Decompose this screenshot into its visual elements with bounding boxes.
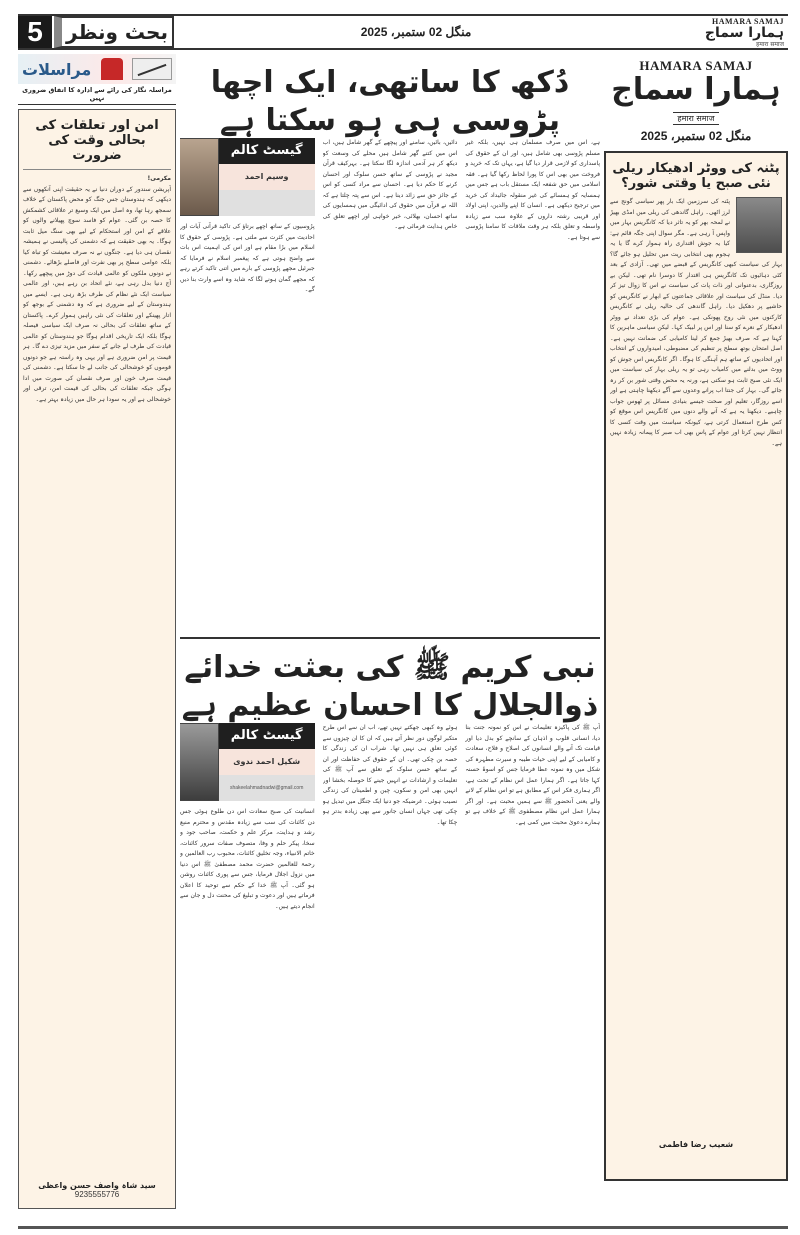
editorial-headline: پٹنہ کی ووٹر ادھیکار ریلی نئی صبح یا وقتی شور؟ — [612, 161, 780, 191]
editorial-body — [610, 197, 782, 1132]
article-body — [180, 723, 600, 1218]
masthead-ur: ہمارا سماج — [611, 72, 781, 107]
bottom-rule — [18, 1226, 788, 1229]
header-date: منگل 02 ستمبر، 2025 — [360, 25, 472, 39]
section-title: بحث ونظر — [54, 16, 174, 48]
guest-column-label: گیسٹ کالم — [219, 138, 315, 164]
letters-logo: مراسلات — [22, 59, 92, 79]
author-photo — [736, 197, 782, 253]
right-column — [604, 54, 788, 1226]
editorial-author: شعیب رضا فاطمی — [658, 1140, 734, 1149]
article-neighbor — [180, 54, 600, 639]
author-photo — [180, 723, 219, 801]
column-text: انسانیت کی صبح سعادت اس دن طلوع ہوئی جس دن کائنات کی سب سے زیادہ مقدس و محترم منبع رشد و ہدایت، مرکز علم و حکمت، صاحب جود و سخا، پیکر حلم و وفا، متصوف صفات سرور کائنات، خاتم الانبیاء، وجہ تخلیق کائنات، محبوب رب العالمین و رحمۃ للعالمین حضرت محمد مصطفیٰ ﷺ اس دنیا میں نزول اجلال فرمایا، جس سے پوری کائنات روشن ہو گئی۔ آپ ﷺ خدا کے حکم سے توحید کا اعلان فرماتے ہیں اور دعوت و تبلیغ کی محنت دل و جان سے انجام دیتے ہیں۔ — [180, 808, 315, 910]
letter-phone: 9235555776 — [74, 1190, 120, 1199]
masthead — [604, 54, 788, 143]
author-name: شکیل احمد ندوی — [219, 749, 315, 775]
letters-banner — [18, 54, 176, 84]
article-headline: دُکھ کا ساتھی، ایک اچھا پڑوسی ہی ہو سکتا ہے — [210, 65, 570, 138]
article-prophet — [180, 639, 600, 1224]
center-articles — [180, 54, 600, 1226]
editorial-box — [604, 151, 788, 1181]
envelope-pen-icon — [132, 58, 172, 80]
postbox-icon — [101, 58, 123, 80]
article-headline: نبی کریم ﷺ کی بعثت خدائے ذوالجلال کا احسان عظیم ہے — [181, 650, 599, 723]
article-column: ہوئے وہ کبھی جھکتے نہیں تھے، اب ان سے اس طرح متکبر لوگوں دور نظر آتے ہیں کہ ان کا ان چیزوں سے کوئی تعلق ہی نہیں تھا۔ شراب ان کی زندگی کا حصہ بن چکی تھی۔ ان کے حقوق کی حفاظت اور ان کے ساتھ حسن سلوک کے تعلق سے آپ ﷺ کی تعلیمات و ارشادات نے انہیں جینے کا حوصلہ بخشا اور انہیں بھی امن و سکون، چین و اطمینان کی زندگی نصیب ہوئی۔ غرضیکہ جو دنیا ایک جنگل میں تبدیل ہو چکی تھی جہاں انسان جانور سے بھی زیادہ بدتر ہو چکا تھا۔ — [322, 724, 458, 826]
masthead-small-en: HAMARA SAMAJ — [712, 16, 784, 26]
editorial-text: پٹنہ کی سرزمین ایک بار پھر سیاسی گونج سے لرز اٹھی۔ راہل گاندھی کی ریلی میں امڈی بھیڑ نے لمحہ بھر کو یہ تاثر دیا کہ کانگریس بہار میں واپس آ رہی ہے۔ مگر سوال اپنی جگہ قائم ہے: کیا یہ جوش اقتداری راہ ہموار کرے گا یا یہ ہجوم بھی انتخابی ریت میں تحلیل ہو جائے گا؟ بہار کی سیاست کبھی کانگریس کے قبضے میں تھی۔ آزادی کے بعد کئی دہائیوں تک کانگریس ہی اقتدار کا دوسرا نام تھی۔ لیکن بے روزگاری، بدعنوانی اور ذات پات کی سیاست نے اس کا زوال تیز کر دیا۔ منڈل کی سیاست اور علاقائی جماعتوں کے ابھار نے کانگریس کو حاشیے پر دھکیل دیا۔ راہل گاندھی کی حالیہ ریلی نے کانگریس کارکنوں میں نئی روح پھونکی ہے۔ عوام کی بڑی تعداد نے ووٹر ادھیکار کے نعرے کو سنا اور اس پر لبیک کہا۔ لیکن سیاسی ماہرین کا کہنا ہے کہ صرف بھیڑ جمع کر لینا کامیابی کی ضمانت نہیں ہے۔ اصل امتحان بوتھ سطح پر تنظیم کی مضبوطی، امیدواروں کے انتخاب اور اتحادیوں کے ساتھ ہم آہنگی کا ہوگا۔ اگر کانگریس اس جوش کو ووٹ میں بدلنے میں کامیاب رہی تو یہ ریلی بہار کی سیاست میں ایک نئی صبح ثابت ہو سکتی ہے، ورنہ یہ محض وقتی شور بن کر رہ جائے گی۔ بہار کی جنتا اب پرانے وعدوں سے آگے دیکھنا چاہتی ہے اور اسے روزگار، تعلیم اور صحت جیسے بنیادی مسائل پر ٹھوس جواب چاہیے۔ دیکھنا یہ ہے کہ آنے والے دنوں میں کانگریس اس موقع کو کس طرح استعمال کرتی ہے، کیونکہ سیاست میں وقت کسی کا انتظار نہیں کرتا اور عوام کے پاس بھی اب صبر کا پیمانہ زیادہ نہیں ہے۔ — [610, 198, 782, 447]
article-column: آپ ﷺ کی پاکیزہ تعلیمات نے اس کو نمونہ جنت بنا دیا، انسانی قلوب و اذہان کے سانچے کو بدل دیا اور قیامت تک آنے والے انسانوں کی اصلاح و فلاح، سعادت و کامیابی کے لیے اپنی حیات طیبہ و سیرت مطہرہ کی شکل میں وہ نمونہ عطا فرمایا جس کو اسوۂ حسنہ کہا جاتا ہے۔ اگر ہمارا عمل اس نظام کے تحت ہے، اگر ہماری فکر اس کے مطابق ہے تو اس نظام کے لانے والے یعنی آنحضور ﷺ سے ہمیں محبت ہے۔ اور اگر ہمارا عمل اس نظام مصطفوی ﷺ کے خلاف ہے تو ہمارے دعویٰ محبت میں کمی ہے۔ — [465, 724, 601, 826]
letter-headline: امن اور تعلقات کی بحالی وقت کی ضرورت — [23, 114, 171, 170]
masthead-small — [658, 16, 788, 48]
author-email: shakeelahmadnadwi@gmail.com — [219, 775, 315, 801]
author-name: وسیم احمد — [219, 164, 315, 190]
page-header — [18, 14, 788, 50]
masthead-hi: हमारा समाज — [673, 112, 718, 125]
column-text: پڑوسیوں کے ساتھ اچھے برتاؤ کی تاکید قرآنی آیات اور احادیث میں کثرت سے ملتی ہے۔ پڑوسی کے حقوق کا اسلام میں بڑا مقام ہے اور اس کی اہمیت اس بات سے واضح ہوتی ہے کہ پیغمبر اسلام نے فرمایا کہ جبرئیل مجھے پڑوسی کے بارے میں اتنی تاکید کرتے رہے کہ مجھے گمان ہونے لگا کہ شاید وہ اسے وارث بنا دیں گے۔ — [180, 223, 315, 293]
masthead-en: HAMARA SAMAJ — [639, 58, 753, 73]
author-photo — [180, 138, 219, 216]
guest-column-label: گیسٹ کالم — [219, 723, 315, 749]
masthead-date: منگل 02 ستمبر، 2025 — [640, 129, 752, 143]
letter-body — [23, 170, 171, 1175]
guest-column-box — [180, 723, 315, 801]
masthead-small-ur: ہمارا سماج — [704, 24, 784, 41]
article-body — [180, 138, 600, 631]
article-column: ہے، اس میں صرف مسلمان ہی نہیں، بلکہ غیر مسلم پڑوسی بھی شامل ہیں، اور ان کے حقوق کی پاسداری کو لازمی قرار دیا گیا ہے، یہاں تک کہ خرید و فروخت میں بھی اس کا پورا لحاظ رکھا گیا ہے۔ فقہ اسلامی میں حق شفعہ ایک مستقل باب ہے جس میں ہمسایہ کو ہمسائے کی غیر منقولہ جائیداد کی خرید میں ترجیح دیکھی ہے۔ انسان کا اپنے والدین، اپنی اولاد اور قریبی رشتہ داروں کے علاوہ سب سے زیادہ واسطہ و تعلق بلکہ ہر وقت ملاقات کا سامنا پڑوسی سے ہوتا ہے۔ — [465, 139, 601, 241]
letter-salutation: مکرمی! — [147, 175, 171, 182]
letters-column — [18, 54, 176, 1226]
letter-author: سید شاہ واصف حسن واعظی — [38, 1181, 156, 1190]
guest-column-box — [180, 138, 315, 216]
article-column — [180, 138, 315, 631]
letter-box — [18, 109, 176, 1209]
letter-text: آپریشن سندور کے دوران دنیا نے یہ حقیقت اپنی آنکھوں سے دیکھی کہ ہندوستان جس جنگ کو محض پاکستان کے خلاف سمجھ رہا تھا، وہ اصل میں ایک وسیع تر علاقائی کشمکش کا حصہ بن گئی۔ عوام کو فاسد سوچ پھیلانے والوں کو علاقے کے امن اور استحکام کے لیے بھی سنگ میل ثابت ہوگا۔ یہ بھی حقیقت ہے کہ دشمنی کی پالیسی نے ہمیشہ نقصان ہی دیا ہے۔ جنگوں نے نہ صرف معیشت کو تباہ کیا بلکہ عوامی سطح پر بھی نفرت اور فاصلے بڑھائے۔ دشمنی نے دونوں ملکوں کو عالمی قیادت کی دوڑ میں پیچھے رکھا۔ آج دنیا بدل رہی ہے، نئے اتحاد بن رہے ہیں، اور عالمی سیاست ایک نئے نظام کی طرف بڑھ رہی ہے۔ ایسے میں ہندوستان کے لیے ضروری ہے کہ وہ دشمنی کے بوجھ کو اتار پھینکے اور تعلقات کی نئی راہیں ہموار کرے۔ پاکستان کے ساتھ تعلقات کی بحالی نہ صرف ایک سیاسی فیصلہ ہوگا بلکہ ایک تاریخی اقدام ہوگا جو ہندوستان کو عالمی قیادت کی طرف لے جانے کے سفر میں مزید تیزی دے گا۔ ہر قیمت پر امن ضروری ہے اور یہی وہ راستہ ہے جو دونوں قوموں کو خوشحالی کی جانب لے جا سکتا ہے۔ دشمنی کی قیمت صرف خون اور صرف نقصان کی صورت میں ادا ہوگی جبکہ تعلقات کی بحالی کی قیمت امن، ترقی اور خوشحالی ہے اور یہ سودا ہر حال میں زیادہ بہتر ہے۔ — [23, 185, 171, 403]
author-email-blank — [219, 190, 315, 216]
article-column — [180, 723, 315, 1218]
masthead-small-hi: हमारा समाज — [756, 40, 784, 48]
letters-tagline: مراسلہ نگار کی رائے سے ادارہ کا اتفاق ضروری نہیں — [18, 84, 176, 105]
article-column: دائیں، بائیں، سامنے اور پیچھے کے گھر شامل ہیں، اب اس میں کتنے گھر شامل ہیں محلے کی وسعت کو دیکھ کر ہر آدمی اندازہ لگا سکتا ہے۔ بہرکیف قرآن مجید نے پڑوسی کے ساتھ حسن سلوک اور احسان کرنے کا حکم دیا ہے۔ احسان سے مراد کسی کو اس کے جائز حق سے زائد دینا ہے۔ اس سے پتہ چلتا ہے کہ اللہ نے قرآن میں حقوق کی ادائیگی میں ہمسایوں کی ساتھ احسان، بھلائی، خیر خواہی اور اچھے تعلق کی خاص ہدایت فرمائی ہے۔ — [322, 139, 458, 230]
page-number: 5 — [18, 16, 52, 48]
